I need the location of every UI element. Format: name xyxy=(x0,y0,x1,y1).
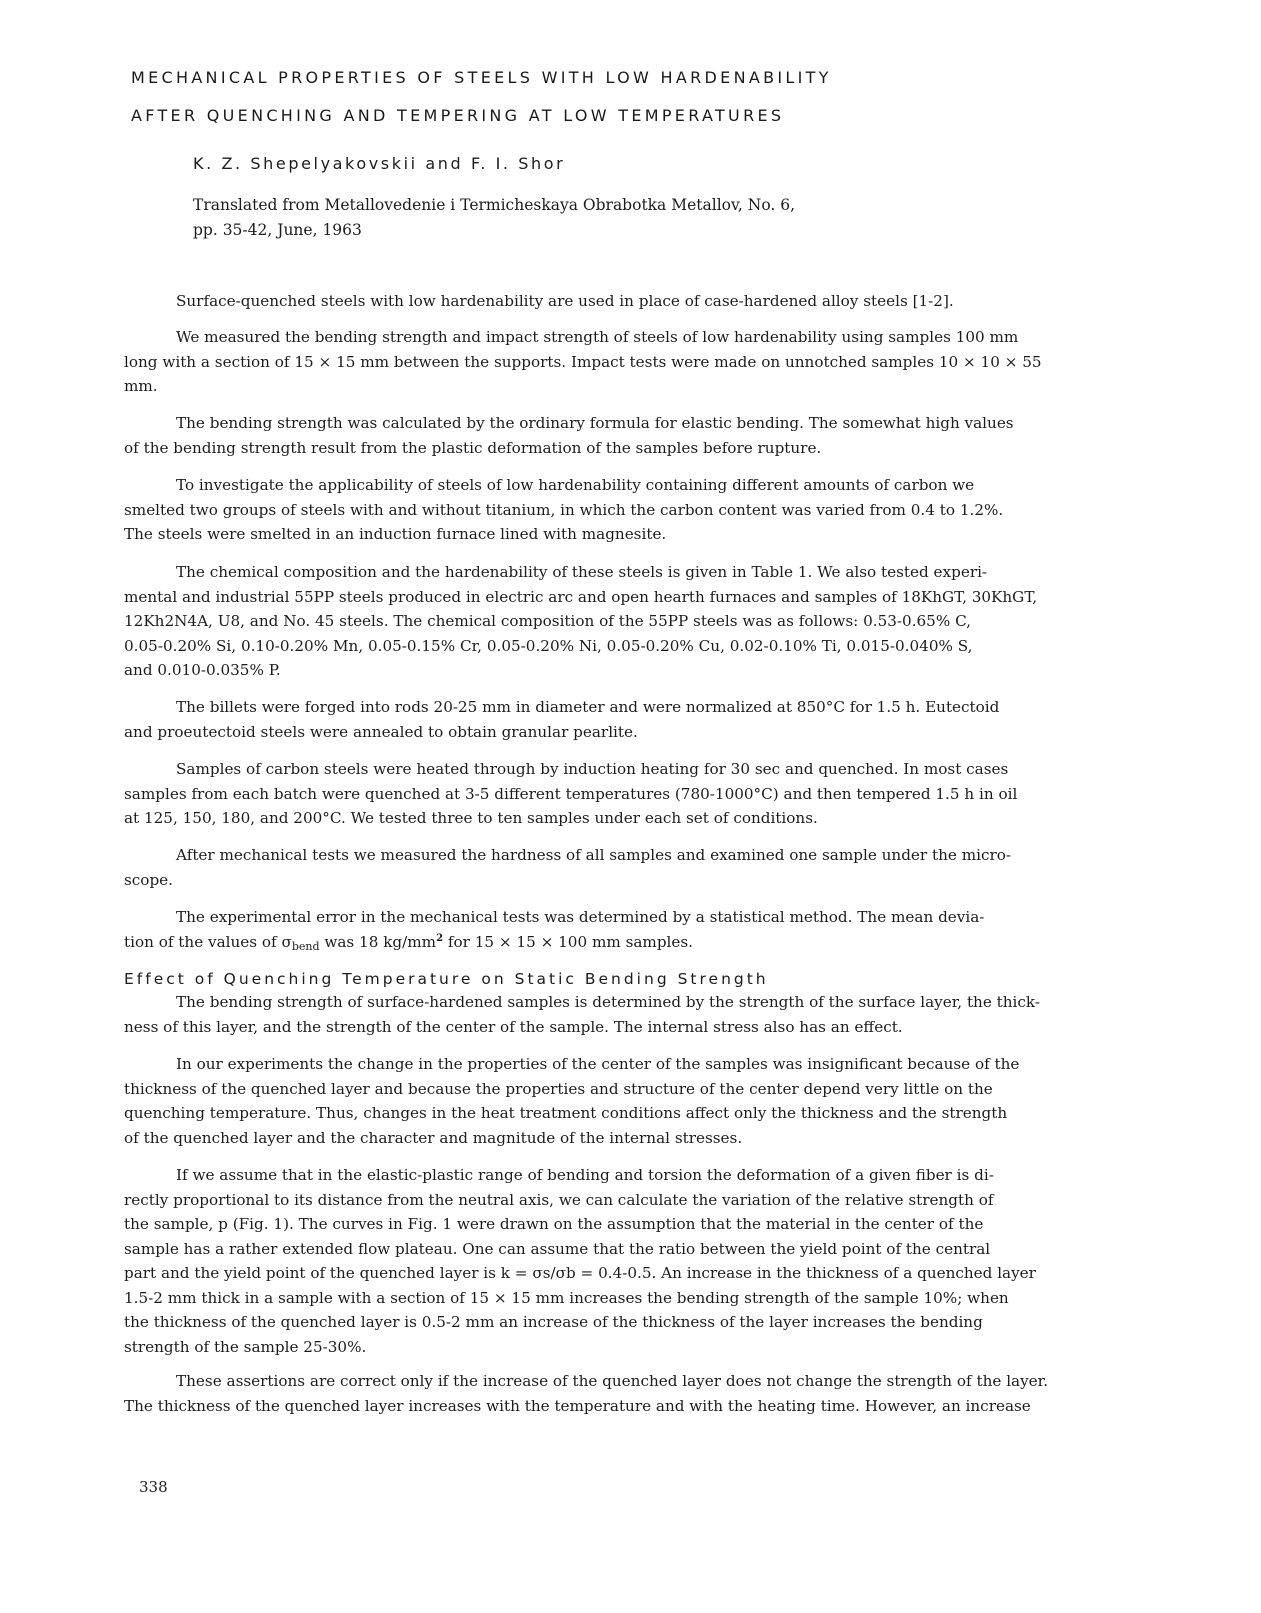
paragraph xyxy=(124,905,1104,957)
text-line: After mechanical tests we measured the hardness of all samples and examined one sample under the micro- xyxy=(176,846,1012,864)
text-line: Samples of carbon steels were heated through by induction heating for 30 sec and quenched. In most cases xyxy=(176,760,1009,778)
paragraph xyxy=(124,560,1104,683)
text-line: and proeutectoid steels were annealed to obtain granular pearlite. xyxy=(124,722,638,741)
text-line: strength of the sample 25-30%. xyxy=(124,1337,367,1356)
text-line: 12Kh2N4A, U8, and No. 45 steels. The chemical composition of the 55PP steels was as follows: 0.53-0.65% C, xyxy=(124,612,972,630)
title-line-1: MECHANICAL PROPERTIES OF STEELS WITH LOW HARDENABILITY xyxy=(131,68,832,87)
superscript: 2 xyxy=(436,932,444,944)
text-line: of the quenched layer and the character and magnitude of the internal stresses. xyxy=(124,1128,743,1147)
text-line: sample has a rather extended flow plateau. One can assume that the ratio between the yield point of the central xyxy=(124,1239,991,1258)
text-line: the thickness of the quenched layer is 0.5-2 mm an increase of the thickness of the layer increases the bending xyxy=(124,1313,983,1331)
text-line: To investigate the applicability of steels of low hardenability containing different amounts of carbon we xyxy=(176,476,975,494)
paragraph xyxy=(124,695,1104,744)
text-line: Surface-quenched steels with low hardenability are used in place of case-hardened alloy steels [1-2]. xyxy=(176,292,954,310)
page-number: 338 xyxy=(139,1478,168,1496)
text-line: 0.05-0.20% Si, 0.10-0.20% Mn, 0.05-0.15% Cr, 0.05-0.20% Ni, 0.05-0.20% Cu, 0.02-0.10% Ti, 0.015-0.040% S, xyxy=(124,636,973,655)
text-line: These assertions are correct only if the increase of the quenched layer does not change the strength of the layer. xyxy=(176,1372,1049,1390)
title-line-2: AFTER QUENCHING AND TEMPERING AT LOW TEMPERATURES xyxy=(131,106,785,125)
section-heading: Effect of Quenching Temperature on Static Bending Strength xyxy=(124,970,769,988)
text-line: In our experiments the change in the properties of the center of the samples was insignificant because of the xyxy=(176,1055,1020,1073)
text-line: smelted two groups of steels with and without titanium, in which the carbon content was varied from 0.4 to 1.2%. xyxy=(124,500,1004,519)
paragraph xyxy=(124,843,1104,892)
text-line: rectly proportional to its distance from the neutral axis, we can calculate the variation of the relative strength of xyxy=(124,1190,994,1209)
text-line: ness of this layer, and the strength of the center of the sample. The internal stress also has an effect. xyxy=(124,1017,903,1036)
paragraph xyxy=(124,990,1104,1039)
text-run: was 18 kg/mm xyxy=(319,932,437,951)
text-line: of the bending strength result from the plastic deformation of the samples before rupture. xyxy=(124,438,822,457)
paragraph xyxy=(124,1052,1104,1150)
text-line: the sample, p (Fig. 1). The curves in Fig. 1 were drawn on the assumption that the material in the center of the xyxy=(124,1215,984,1233)
text-line: The chemical composition and the hardenability of these steels is given in Table 1. We also tested experi- xyxy=(176,563,988,581)
text-line: mm. xyxy=(124,377,158,395)
text-line: thickness of the quenched layer and because the properties and structure of the center depend very little on the xyxy=(124,1079,993,1098)
paragraph xyxy=(124,325,1104,399)
text-run: for 15 × 15 × 100 mm samples. xyxy=(443,932,694,951)
source-line-2: pp. 35-42, June, 1963 xyxy=(193,221,362,239)
text-line: quenching temperature. Thus, changes in the heat treatment conditions affect only the thickness and the strength xyxy=(124,1104,1008,1122)
text-line xyxy=(124,930,1104,958)
text-line: The experimental error in the mechanical tests was determined by a statistical method. The mean devia- xyxy=(176,908,985,926)
text-line: long with a section of 15 × 15 mm between the supports. Impact tests were made on unnotched samples 10 × 10 × 55 xyxy=(124,352,1042,371)
text-line: samples from each batch were quenched at 3-5 different temperatures (780-1000°C) and then tempered 1.5 h in oil xyxy=(124,784,1018,803)
text-line: The bending strength was calculated by the ordinary formula for elastic bending. The somewhat high values xyxy=(176,414,1014,432)
text-line: scope. xyxy=(124,870,173,889)
text-line: The bending strength of surface-hardened samples is determined by the strength of the surface layer, the thick- xyxy=(176,993,1040,1011)
text-line: The steels were smelted in an induction furnace lined with magnesite. xyxy=(124,525,667,543)
paragraph xyxy=(124,289,1104,314)
subscript: bend xyxy=(291,939,320,953)
paragraph xyxy=(124,1163,1104,1359)
source-line-1: Translated from Metallovedenie i Termicheskaya Obrabotka Metallov, No. 6, xyxy=(193,196,796,214)
text-line: The thickness of the quenched layer increases with the temperature and with the heating time. However, an increase xyxy=(124,1396,1031,1415)
paragraph xyxy=(124,411,1104,460)
source-note xyxy=(193,193,893,243)
paragraph xyxy=(124,1369,1104,1418)
paragraph xyxy=(124,757,1104,831)
text-run: tion of the values of σ xyxy=(124,932,292,951)
authors: K. Z. Shepelyakovskii and F. I. Shor xyxy=(193,154,566,173)
text-line: part and the yield point of the quenched layer is k = σs/σb = 0.4-0.5. An increase in the thickness of a quenched layer xyxy=(124,1264,1036,1282)
text-line: 1.5-2 mm thick in a sample with a section of 15 × 15 mm increases the bending strength of the sample 10%; when xyxy=(124,1288,1009,1307)
text-line: mental and industrial 55PP steels produced in electric arc and open hearth furnaces and samples of 18KhGT, 30KhGT, xyxy=(124,587,1038,606)
text-line: at 125, 150, 180, and 200°C. We tested three to ten samples under each set of conditions. xyxy=(124,809,818,827)
text-line: If we assume that in the elastic-plastic range of bending and torsion the deformation of a given fiber is di- xyxy=(176,1166,994,1184)
text-line: The billets were forged into rods 20-25 mm in diameter and were normalized at 850°C for 1.5 h. Eutectoid xyxy=(176,698,1000,716)
text-line: and 0.010-0.035% P. xyxy=(124,661,281,679)
text-line: We measured the bending strength and impact strength of steels of low hardenability using samples 100 mm xyxy=(176,328,1019,346)
paragraph xyxy=(124,473,1104,547)
